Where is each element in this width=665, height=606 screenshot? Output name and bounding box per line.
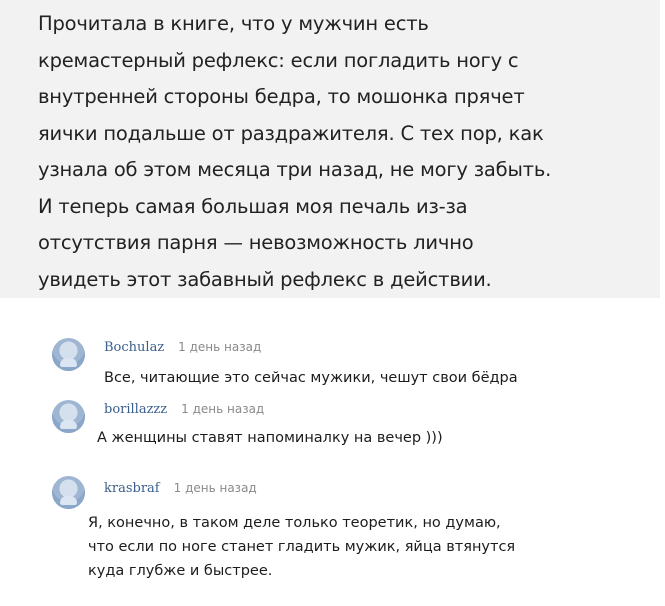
post-line: отсутствия парня — невозможность лично bbox=[38, 231, 474, 254]
post-line: увидеть этот забавный рефлекс в действии. bbox=[38, 267, 492, 291]
post-line: кремастерный рефлекс: если погладить ногу с bbox=[38, 48, 519, 72]
post-line: яички подальше от раздражителя. С тех пор, как bbox=[38, 121, 544, 145]
user-avatar-icon[interactable] bbox=[52, 338, 85, 371]
comment-meta bbox=[104, 402, 264, 417]
user-avatar-icon[interactable] bbox=[52, 476, 85, 509]
comment-line: Все, читающие это сейчас мужики, чешут свои бёдра bbox=[104, 370, 518, 386]
comment-line: А женщины ставят напоминалку на вечер ))) bbox=[97, 430, 443, 446]
comment-timestamp: 1 день назад bbox=[178, 340, 262, 354]
comment-author-link[interactable]: Bochulaz bbox=[104, 340, 165, 355]
comment-timestamp: 1 день назад bbox=[181, 402, 265, 416]
comment-meta bbox=[104, 481, 257, 496]
comment-author-link[interactable]: krasbraf bbox=[104, 481, 160, 496]
comment-timestamp: 1 день назад bbox=[173, 481, 257, 495]
comment-text bbox=[88, 511, 515, 583]
user-avatar-icon[interactable] bbox=[52, 400, 85, 433]
comment-line: куда глубже и быстрее. bbox=[88, 563, 273, 579]
comment-text bbox=[104, 366, 518, 390]
comment-meta bbox=[104, 340, 261, 355]
comment-text bbox=[97, 426, 443, 450]
comment-line: что если по ноге станет гладить мужик, яйца втянутся bbox=[88, 539, 516, 555]
post-line: узнала об этом месяца три назад, не могу забыть. bbox=[38, 158, 552, 181]
post-card bbox=[0, 0, 660, 298]
post-line: И теперь самая большая моя печаль из-за bbox=[38, 194, 468, 218]
post-text bbox=[38, 6, 648, 298]
post-line: внутренней стороны бедра, то мошонка прячет bbox=[38, 85, 525, 108]
comment-line: Я, конечно, в таком деле только теоретик, но думаю, bbox=[88, 515, 501, 531]
post-line: Прочитала в книге, что у мужчин есть bbox=[38, 12, 429, 35]
comment-author-link[interactable]: borillazzz bbox=[104, 402, 168, 417]
